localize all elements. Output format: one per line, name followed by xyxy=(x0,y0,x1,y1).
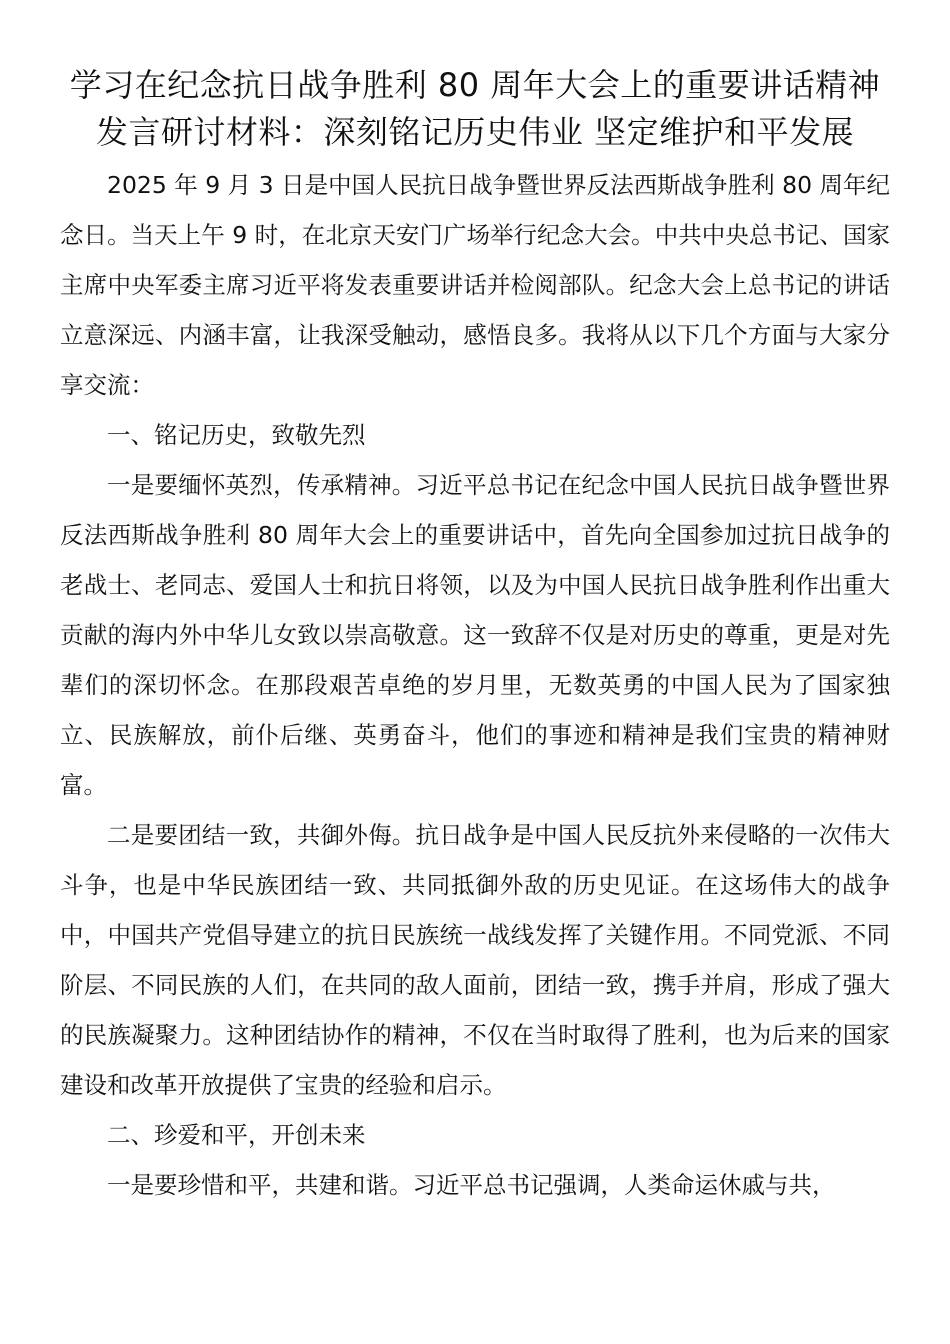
document-body xyxy=(60,160,890,1210)
paragraph-1-2: 二是要团结一致，共御外侮。抗日战争是中国人民反抗外来侵略的一次伟大斗争，也是中华民族团结一致、共同抵御外敌的历史见证。在这场伟大的战争中，中国共产党倡导建立的抗日民族统一战线发挥了关键作用。不同党派、不同阶层、不同民族的人们，在共同的敌人面前，团结一致，携手并肩，形成了强大的民族凝聚力。这种团结协作的精神，不仅在当时取得了胜利，也为后来的国家建设和改革开放提供了宝贵的经验和启示。 xyxy=(60,821,890,1099)
document-title: 学习在纪念抗日战争胜利 80 周年大会上的重要讲话精神发言研讨材料：深刻铭记历史伟业 坚定维护和平发展 xyxy=(69,66,881,151)
section-heading-2: 二、珍爱和平，开创未来 xyxy=(107,1121,366,1149)
paragraph-2-1: 一是要珍惜和平，共建和谐。习近平总书记强调，人类命运休戚与共， xyxy=(107,1171,836,1199)
paragraph-1-1: 一是要缅怀英烈，传承精神。习近平总书记在纪念中国人民抗日战争暨世界反法西斯战争胜利 80 周年大会上的重要讲话中，首先向全国参加过抗日战争的老战士、老同志、爱国人士和抗日将领，以及为中国人民抗日战争胜利作出重大贡献的海内外中华儿女致以崇高敬意。这一致辞不仅是对历史的尊重，更是对先辈们的深切怀念。在那段艰苦卓绝的岁月里，无数英勇的中国人民为了国家独立、民族解放，前仆后继、英勇奋斗，他们的事迹和精神是我们宝贵的精神财富。 xyxy=(60,471,890,799)
section-heading-1: 一、铭记历史，致敬先烈 xyxy=(107,421,366,449)
paragraph-intro: 2025 年 9 月 3 日是中国人民抗日战争暨世界反法西斯战争胜利 80 周年纪念日。当天上午 9 时，在北京天安门广场举行纪念大会。中共中央总书记、国家主席中央军委主席习近平将发表重要讲话并检阅部队。纪念大会上总书记的讲话立意深远、内涵丰富，让我深受触动，感悟良多。我将从以下几个方面与大家分享交流： xyxy=(60,171,890,399)
